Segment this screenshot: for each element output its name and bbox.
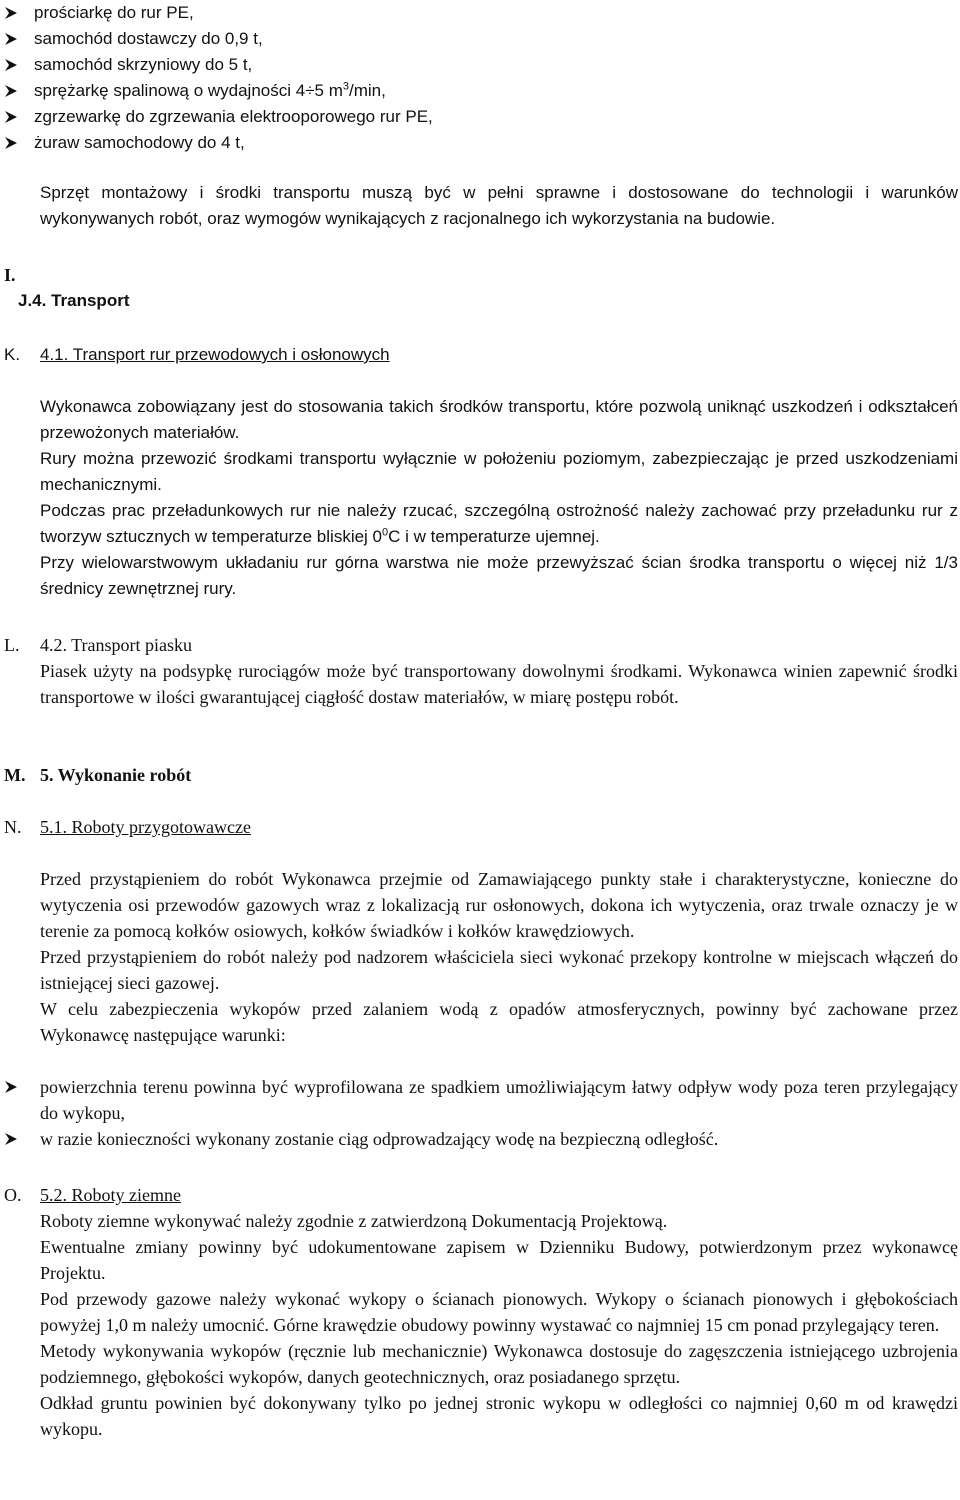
paragraph: Ewentualne zmiany powinny być udokumentowane zapisem w Dzienniku Budowy, potwierdzonym przez wykonawcę Projektu. <box>40 1237 958 1283</box>
list-item <box>4 1126 958 1152</box>
superscript: 0 <box>382 526 389 539</box>
paragraph: Piasek użyty na podsypkę rurociągów może być transportowany dowolnymi środkami. Wykonawca winien zapewnić środki transportowe w ilości gwarantującej ciągłość dostaw materiałów, w miarę postępu robót. <box>40 661 958 707</box>
section-4-1-body <box>40 394 958 602</box>
heading-4-1: 4.1. Transport rur przewodowych i osłonowych <box>40 345 390 364</box>
list-item <box>4 0 433 26</box>
list-item-text: samochód skrzyniowy do 5 t, <box>34 55 253 74</box>
section-marker: I. <box>4 265 16 285</box>
arrow-bullet-icon <box>4 110 34 124</box>
section-label: N. <box>4 817 22 837</box>
list-item-text: żuraw samochodowy do 4 t, <box>34 133 245 152</box>
paragraph: Przy wielowarstwowym układaniu rur górna warstwa nie może przewyższać ścian środka transportu o więcej niż 1/3 średnicy zewnętrznej rury. <box>40 553 958 598</box>
heading-5-2: 5.2. Roboty ziemne <box>40 1185 181 1205</box>
heading-4-2: 4.2. Transport piasku <box>40 635 193 655</box>
arrow-bullet-icon <box>4 1080 40 1094</box>
arrow-bullet-icon <box>4 58 34 72</box>
list-item <box>4 26 433 52</box>
arrow-bullet-icon <box>4 32 34 46</box>
list-item <box>4 78 433 104</box>
list-item <box>4 130 433 156</box>
arrow-bullet-icon <box>4 6 34 20</box>
superscript: 3 <box>342 80 349 93</box>
list-item-text: zgrzewarkę do zgrzewania elektrooporowego rur PE, <box>34 107 433 126</box>
section-5-2-body <box>40 1208 958 1442</box>
section-label: O. <box>4 1185 22 1205</box>
list-item-text: sprężarkę spalinową o wydajności 4÷5 $m^3/\min$, <box>34 80 386 100</box>
list-item-text: powierzchnia terenu powinna być wyprofilowana ze spadkiem umożliwiającym łatwy odpływ wody poza teren przylegający do wykopu, <box>40 1077 958 1123</box>
list-item <box>4 104 433 130</box>
list-item-text: w razie konieczności wykonany zostanie ciąg odprowadzający wodę na bezpieczną odległość. <box>40 1129 719 1149</box>
section-label: K. <box>4 345 21 364</box>
section-4-2-body <box>40 658 958 710</box>
list-item <box>4 1074 958 1126</box>
paragraph: Metody wykonywania wykopów (ręcznie lub mechanicznie) Wykonawca dostosuje do zagęszczenia istniejącego uzbrojenia podziemnego, głębokości wykopów, danych geotechnicznych, oraz posiadanego sprzętu. <box>40 1341 958 1387</box>
heading-transport: J.4. Transport <box>18 291 130 310</box>
list-item <box>4 52 433 78</box>
arrow-bullet-icon <box>4 136 34 150</box>
paragraph: Rury można przewozić środkami transportu wyłącznie w położeniu poziomym, zabezpieczając je przed uszkodzeniami mechanicznymi. <box>40 449 958 494</box>
paragraph: W celu zabezpieczenia wykopów przed zalaniem wodą z opadów atmosferycznych, powinny być zachowane przez Wykonawcę następujące warunki: <box>40 999 958 1045</box>
equipment-paragraph: Sprzęt montażowy i środki transportu muszą być w pełni sprawne i dostosowane do technologii i warunków wykonywanych robót, oraz wymogów wynikających z racjonalnego ich wykorzystania na budowie. <box>40 183 958 228</box>
heading-5-1: 5.1. Roboty przygotowawcze <box>40 817 251 837</box>
list-item-text: samochód dostawczy do 0,9 t, <box>34 29 263 48</box>
paragraph: Przed przystąpieniem do robót Wykonawca przejmie od Zamawiającego punkty stałe i charakterystyczne, konieczne do wytyczenia osi przewodów gazowych wraz z lokalizacją rur osłonowych, dokona ich wytyczenia, oraz trwale oznaczy je w terenie za pomocą kołków osiowych, kołków świadków i kołków krawędziowych. <box>40 869 958 941</box>
paragraph: Podczas prac przeładunkowych rur nie należy rzucać, szczególną ostrożność należy zachować przy przeładunku rur z tworzyw sztucznych w temperaturze bliskiej $0^0C$ i w temperaturze ujemnej. <box>40 501 958 546</box>
list-item-text: prościarkę do rur PE, <box>34 3 194 22</box>
paragraph: Wykonawca zobowiązany jest do stosowania takich środków transportu, które pozwolą uniknąć uszkodzeń i odkształceń przewożonych materiałów. <box>40 397 958 442</box>
section-5-1-body <box>40 866 958 1048</box>
paragraph: Roboty ziemne wykonywać należy zgodnie z zatwierdzoną Dokumentacją Projektową. <box>40 1211 668 1231</box>
paragraph: Odkład gruntu powinien być dokonywany tylko po jednej stronic wykopu w odległości co najmniej 0,60 m od krawędzi wykopu. <box>40 1393 958 1439</box>
section-label: L. <box>4 635 20 655</box>
section-label: M. <box>4 765 26 785</box>
paragraph: Pod przewody gazowe należy wykonać wykopy o ścianach pionowych. Wykopy o ścianach pionowych i głębokościach powyżej 1,0 m należy umocnić. Górne krawędzie obudowy powinny wystawać co najmniej 15 cm ponad przylegający teren. <box>40 1289 958 1335</box>
arrow-bullet-icon <box>4 1132 40 1146</box>
arrow-bullet-icon <box>4 84 34 98</box>
heading-5: 5. Wykonanie robót <box>40 765 192 785</box>
equipment-bullet-list <box>4 0 433 156</box>
paragraph: Przed przystąpieniem do robót należy pod nadzorem właściciela sieci wykonać przekopy kontrolne w miejscach włączeń do istniejącej sieci gazowej. <box>40 947 958 993</box>
